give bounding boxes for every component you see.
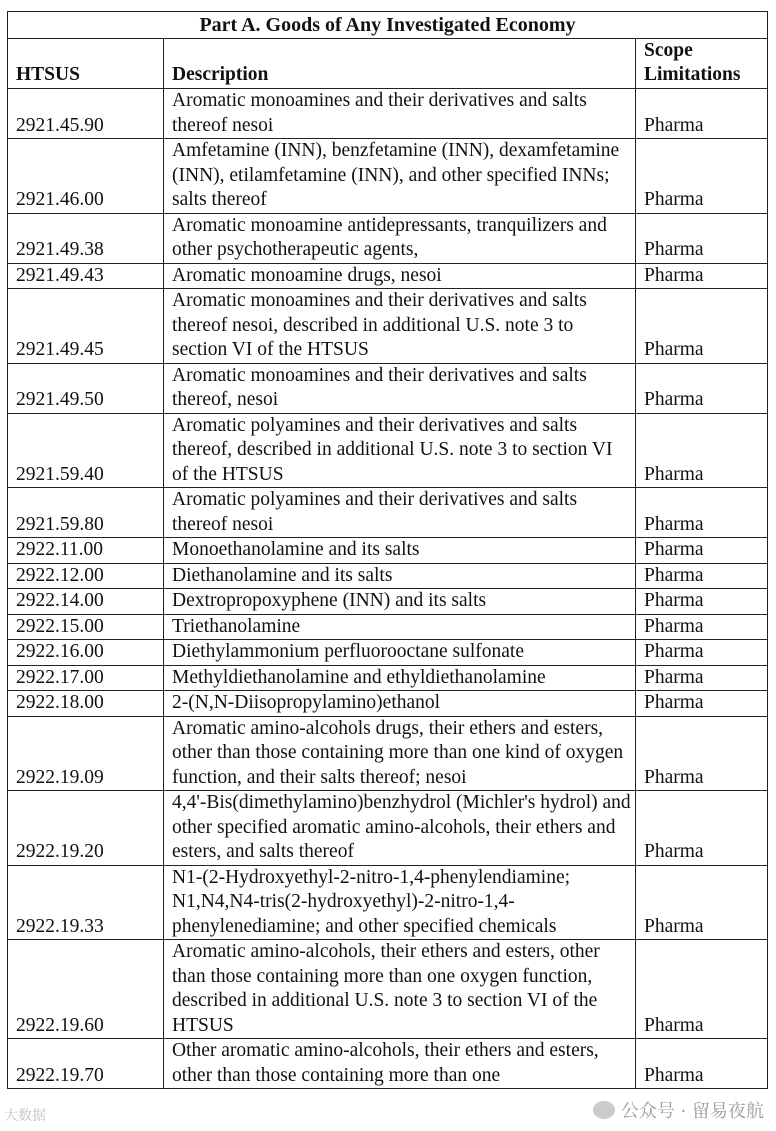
row-scope: Pharma <box>636 1039 768 1089</box>
row-description: Aromatic monoamines and their derivatives and salts thereof nesoi, described in additional U.S. note 3 to section VI of the HTSUS <box>164 289 636 364</box>
row-code: 2922.11.00 <box>8 538 164 564</box>
row-scope: Pharma <box>636 263 768 289</box>
table-row <box>8 538 768 564</box>
row-code: 2921.59.80 <box>8 488 164 538</box>
row-description: Aromatic amino-alcohols, their ethers and esters, other than those containing more than one oxygen function, described in additional U.S. note 3 to section VI of the HTSUS <box>164 940 636 1039</box>
part-title: Part A. Goods of Any Investigated Economy <box>8 12 768 39</box>
row-code: 2922.15.00 <box>8 614 164 640</box>
row-code: 2922.19.60 <box>8 940 164 1039</box>
row-scope: Pharma <box>636 691 768 717</box>
row-description: Monoethanolamine and its salts <box>164 538 636 564</box>
row-description: Aromatic monoamines and their derivatives and salts thereof, nesoi <box>164 363 636 413</box>
row-code: 2922.19.20 <box>8 791 164 866</box>
row-description: N1-(2-Hydroxyethyl-2-nitro-1,4-phenylendiamine; N1,N4,N4-tris(2-hydroxyethyl)-2-nitro-1,4-phenylenediamine; and other specified chemicals <box>164 865 636 940</box>
row-scope: Pharma <box>636 139 768 214</box>
watermark <box>593 1097 764 1123</box>
row-scope: Pharma <box>636 488 768 538</box>
row-scope: Pharma <box>636 213 768 263</box>
row-description: Aromatic monoamine antidepressants, tranquilizers and other psychotherapeutic agents, <box>164 213 636 263</box>
row-description: Amfetamine (INN), benzfetamine (INN), dexamfetamine (INN), etilamfetamine (INN), and other specified INNs; salts thereof <box>164 139 636 214</box>
row-code: 2921.49.38 <box>8 213 164 263</box>
row-code: 2921.46.00 <box>8 139 164 214</box>
wechat-icon <box>593 1101 615 1119</box>
row-description: Methyldiethanolamine and ethyldiethanolamine <box>164 665 636 691</box>
watermark-left: 大数据 <box>4 1108 46 1124</box>
table-row <box>8 865 768 940</box>
row-code: 2921.49.45 <box>8 289 164 364</box>
table-row <box>8 665 768 691</box>
row-scope: Pharma <box>636 563 768 589</box>
row-code: 2922.19.09 <box>8 716 164 791</box>
table-row <box>8 139 768 214</box>
row-scope: Pharma <box>636 614 768 640</box>
row-code: 2922.12.00 <box>8 563 164 589</box>
row-scope: Pharma <box>636 791 768 866</box>
header-htsus: HTSUS <box>8 39 164 89</box>
row-scope: Pharma <box>636 289 768 364</box>
row-description: Aromatic polyamines and their derivatives and salts thereof, described in additional U.S. note 3 to section VI of the HTSUS <box>164 413 636 488</box>
row-scope: Pharma <box>636 716 768 791</box>
table-row <box>8 716 768 791</box>
row-code: 2921.45.90 <box>8 89 164 139</box>
table-row <box>8 213 768 263</box>
table-row <box>8 263 768 289</box>
row-code: 2922.19.33 <box>8 865 164 940</box>
row-code: 2921.49.50 <box>8 363 164 413</box>
row-code: 2921.49.43 <box>8 263 164 289</box>
row-scope: Pharma <box>636 940 768 1039</box>
row-description: Diethylammonium perfluorooctane sulfonate <box>164 640 636 666</box>
document-page <box>7 11 767 1089</box>
table-row <box>8 791 768 866</box>
table-row <box>8 488 768 538</box>
row-scope: Pharma <box>636 89 768 139</box>
row-code: 2922.18.00 <box>8 691 164 717</box>
row-code: 2922.17.00 <box>8 665 164 691</box>
row-description: Diethanolamine and its salts <box>164 563 636 589</box>
table-row <box>8 614 768 640</box>
row-description: Other aromatic amino-alcohols, their ethers and esters, other than those containing more than one <box>164 1039 636 1089</box>
table-row <box>8 940 768 1039</box>
row-scope: Pharma <box>636 865 768 940</box>
row-code: 2922.19.70 <box>8 1039 164 1089</box>
row-code: 2922.14.00 <box>8 589 164 615</box>
header-row <box>8 39 768 89</box>
part-title-row <box>8 12 768 39</box>
row-scope: Pharma <box>636 589 768 615</box>
row-description: 4,4'-Bis(dimethylamino)benzhydrol (Michler's hydrol) and other specified aromatic amino-alcohols, their ethers and esters, and salts thereof <box>164 791 636 866</box>
row-description: Aromatic polyamines and their derivatives and salts thereof nesoi <box>164 488 636 538</box>
table-row <box>8 89 768 139</box>
row-code: 2922.16.00 <box>8 640 164 666</box>
row-scope: Pharma <box>636 363 768 413</box>
row-description: 2-(N,N-Diisopropylamino)ethanol <box>164 691 636 717</box>
watermark-text: 公众号 · 留易夜航 <box>620 1101 764 1122</box>
row-description: Dextropropoxyphene (INN) and its salts <box>164 589 636 615</box>
table-row <box>8 691 768 717</box>
header-scope: Scope Limitations <box>636 39 768 89</box>
row-description: Aromatic amino-alcohols drugs, their ethers and esters, other than those containing more than one kind of oxygen function, and their salts thereof; nesoi <box>164 716 636 791</box>
table-row <box>8 640 768 666</box>
row-description: Aromatic monoamines and their derivatives and salts thereof nesoi <box>164 89 636 139</box>
table-row <box>8 289 768 364</box>
row-scope: Pharma <box>636 413 768 488</box>
header-description: Description <box>164 39 636 89</box>
row-scope: Pharma <box>636 665 768 691</box>
tariff-table <box>7 11 768 1089</box>
table-row <box>8 363 768 413</box>
row-description: Aromatic monoamine drugs, nesoi <box>164 263 636 289</box>
table-row <box>8 1039 768 1089</box>
row-scope: Pharma <box>636 640 768 666</box>
table-row <box>8 563 768 589</box>
table-row <box>8 413 768 488</box>
row-code: 2921.59.40 <box>8 413 164 488</box>
row-scope: Pharma <box>636 538 768 564</box>
table-row <box>8 589 768 615</box>
row-description: Triethanolamine <box>164 614 636 640</box>
